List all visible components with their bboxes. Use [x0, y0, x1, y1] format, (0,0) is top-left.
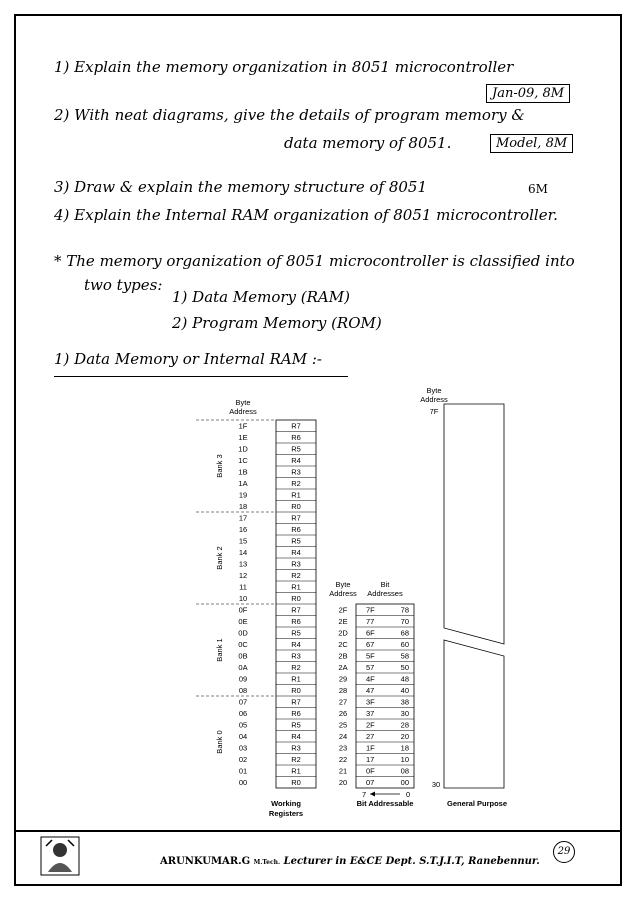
register-address: 17	[238, 513, 248, 523]
bit-high-address: 1F	[366, 743, 375, 753]
register-address: 14	[238, 548, 248, 557]
register-address: 04	[238, 732, 248, 741]
bit-byte-address: 20	[338, 778, 348, 787]
bit-addresses-label: Bit	[380, 580, 390, 589]
bit-low-address: 78	[400, 605, 409, 615]
register-address: 03	[238, 743, 248, 753]
register-name: R6	[291, 525, 301, 534]
bit-high-address: 2F	[366, 720, 375, 730]
bit-order-arrowhead	[370, 792, 375, 797]
bit-byte-address: 24	[338, 732, 348, 741]
register-address: 1C	[238, 456, 248, 465]
bit-byte-address: 2B	[338, 651, 348, 661]
register-address: 00	[238, 778, 248, 787]
author-degree: M.Tech.	[253, 859, 281, 866]
register-name: R4	[291, 456, 301, 465]
register-address: 10	[238, 594, 248, 603]
register-address: 02	[238, 755, 248, 764]
register-name: R5	[291, 444, 301, 454]
register-address: 12	[238, 571, 248, 580]
intro-line-1: * The memory organization of 8051 microcontroller is classified into	[54, 252, 575, 270]
general-bottom-address: 30	[431, 780, 441, 789]
bit-byte-address-label: Byte	[335, 580, 351, 589]
register-address: 06	[238, 709, 248, 718]
bank-label: Bank 0	[215, 730, 224, 754]
register-address: 0D	[238, 628, 248, 638]
bit-high-address: 47	[366, 686, 375, 695]
bit-high-address: 6F	[366, 628, 375, 638]
bit-byte-address: 22	[338, 755, 348, 764]
register-name: R2	[291, 479, 301, 488]
bit-low-address: 08	[400, 766, 409, 776]
register-address: 19	[238, 490, 248, 500]
bank-label: Bank 3	[215, 454, 224, 478]
bit-low-address: 60	[400, 640, 409, 649]
bank-label: Bank 1	[215, 638, 224, 662]
bit-addresses-label: Addresses	[367, 589, 403, 598]
section-heading: 1) Data Memory or Internal RAM :-	[54, 350, 322, 368]
register-address: 0A	[238, 663, 248, 672]
question-2-line-2: data memory of 8051.	[284, 134, 452, 152]
bit-low-address: 58	[400, 651, 409, 661]
bit-high-address: 7F	[366, 605, 375, 615]
bit-high-address: 57	[366, 663, 375, 672]
register-name: R2	[291, 571, 301, 580]
register-name: R7	[291, 513, 301, 523]
bit-high-address: 67	[366, 640, 375, 649]
question-1-tag: Jan-09, 8M	[486, 84, 570, 103]
register-byte-address-label: Byte	[235, 398, 251, 407]
register-name: R5	[291, 720, 301, 730]
bit-byte-address: 2A	[338, 663, 348, 672]
bit-byte-address: 2C	[338, 640, 348, 649]
page-number: 29	[553, 841, 575, 863]
register-name: R2	[291, 755, 301, 764]
general-purpose-upper-block	[444, 404, 504, 644]
bit-byte-address: 29	[338, 674, 348, 684]
register-address: 1F	[238, 421, 248, 431]
register-name: R6	[291, 433, 301, 442]
register-name: R7	[291, 605, 301, 615]
footer-credit	[160, 856, 540, 867]
register-name: R1	[291, 582, 301, 592]
bit-low-address: 18	[400, 743, 409, 753]
register-address: 05	[238, 720, 248, 730]
bit-low-address: 50	[400, 663, 409, 672]
general-byte-address-label: Address	[420, 395, 448, 404]
bit-low-address: 30	[400, 709, 409, 718]
author-name: ARUNKUMAR.G	[160, 856, 251, 867]
bit-high-address: 5F	[366, 651, 375, 661]
register-name: R1	[291, 490, 301, 500]
register-address: 1B	[238, 467, 248, 477]
author-logo-icon	[40, 836, 80, 876]
question-4: 4) Explain the Internal RAM organization of 8051 microcontroller.	[54, 206, 558, 224]
bit-high-address: 27	[366, 732, 375, 741]
register-address: 1D	[238, 444, 248, 454]
register-name: R7	[291, 421, 301, 431]
register-name: R6	[291, 709, 301, 718]
bit-low-address: 68	[400, 628, 409, 638]
bit-byte-address: 25	[338, 720, 348, 730]
bit-high-address: 3F	[366, 697, 375, 707]
register-address: 18	[238, 502, 248, 511]
general-byte-address-label: Byte	[426, 386, 442, 395]
bit-low-address: 48	[400, 674, 409, 684]
question-1: 1) Explain the memory organization in 8051 microcontroller	[54, 58, 514, 76]
register-address: 0E	[238, 617, 248, 626]
bit-byte-address: 2F	[338, 605, 348, 615]
intro-line-2: two types:	[84, 276, 163, 294]
register-name: R0	[291, 778, 301, 787]
bit-low-address: 00	[400, 778, 409, 787]
bit-low-address: 40	[400, 686, 409, 695]
question-2-tag: Model, 8M	[490, 134, 573, 153]
register-name: R0	[291, 686, 301, 695]
register-name: R1	[291, 674, 301, 684]
register-address: 07	[238, 697, 248, 707]
bit-high-address: 77	[366, 617, 375, 626]
register-byte-address-label: Address	[229, 407, 257, 416]
register-address: 11	[239, 582, 247, 592]
register-address: 01	[238, 766, 248, 776]
bit-byte-address: 26	[338, 709, 348, 718]
register-address: 0C	[238, 640, 248, 649]
question-2-line-1: 2) With neat diagrams, give the details of program memory &	[54, 106, 525, 124]
bit-low-address: 20	[400, 732, 409, 741]
register-address: 15	[238, 536, 248, 546]
working-registers-caption: Registers	[268, 809, 304, 818]
bit-arrow-left-label: 7	[362, 790, 367, 799]
general-purpose-caption: General Purpose	[446, 799, 508, 808]
bit-low-address: 70	[400, 617, 409, 626]
working-registers-caption: Working	[271, 799, 301, 808]
general-purpose-lower-block	[444, 640, 504, 788]
author-role: Lecturer in E&CE Dept. S.T.J.I.T, Ranebennur.	[283, 856, 540, 867]
bit-high-address: 07	[366, 778, 375, 787]
bit-high-address: 17	[366, 755, 375, 764]
bit-byte-address: 27	[338, 697, 348, 707]
bit-high-address: 4F	[366, 674, 375, 684]
register-name: R3	[291, 559, 301, 569]
bit-byte-address: 2E	[338, 617, 348, 626]
bank-label: Bank 2	[215, 546, 224, 570]
bit-low-address: 10	[400, 755, 409, 764]
bit-addressable-caption: Bit Addressable	[356, 799, 414, 808]
question-3: 3) Draw & explain the memory structure of 8051	[54, 178, 428, 196]
register-address: 0B	[238, 651, 248, 661]
register-address: 1E	[238, 433, 248, 442]
question-3-tag: 6M	[528, 182, 548, 196]
register-name: R5	[291, 536, 301, 546]
register-name: R4	[291, 548, 301, 557]
bit-byte-address: 2D	[338, 628, 348, 638]
register-name: R3	[291, 651, 301, 661]
register-address: 08	[238, 686, 248, 695]
bit-byte-address: 23	[338, 743, 348, 753]
bit-byte-address-label: Address	[329, 589, 357, 598]
memory-type-1: 1) Data Memory (RAM)	[172, 288, 350, 306]
bit-low-address: 28	[400, 720, 409, 730]
register-name: R0	[291, 594, 301, 603]
bit-byte-address: 28	[338, 686, 348, 695]
register-address: 09	[238, 674, 248, 684]
bit-arrow-right-label: 0	[406, 790, 411, 799]
register-name: R3	[291, 743, 301, 753]
bit-byte-address: 21	[338, 766, 348, 776]
register-name: R7	[291, 697, 301, 707]
register-name: R6	[291, 617, 301, 626]
register-name: R4	[291, 732, 301, 741]
register-name: R3	[291, 467, 301, 477]
register-address: 1A	[238, 479, 248, 488]
register-name: R1	[291, 766, 301, 776]
bit-high-address: 37	[366, 709, 375, 718]
register-name: R5	[291, 628, 301, 638]
memory-type-2: 2) Program Memory (ROM)	[172, 314, 382, 332]
bit-low-address: 38	[400, 697, 409, 707]
register-address: 16	[238, 525, 248, 534]
register-name: R0	[291, 502, 301, 511]
register-name: R4	[291, 640, 301, 649]
register-name: R2	[291, 663, 301, 672]
bit-high-address: 0F	[366, 766, 375, 776]
register-address: 13	[238, 559, 248, 569]
register-address: 0F	[238, 605, 248, 615]
general-top-address: 7F	[429, 407, 439, 416]
